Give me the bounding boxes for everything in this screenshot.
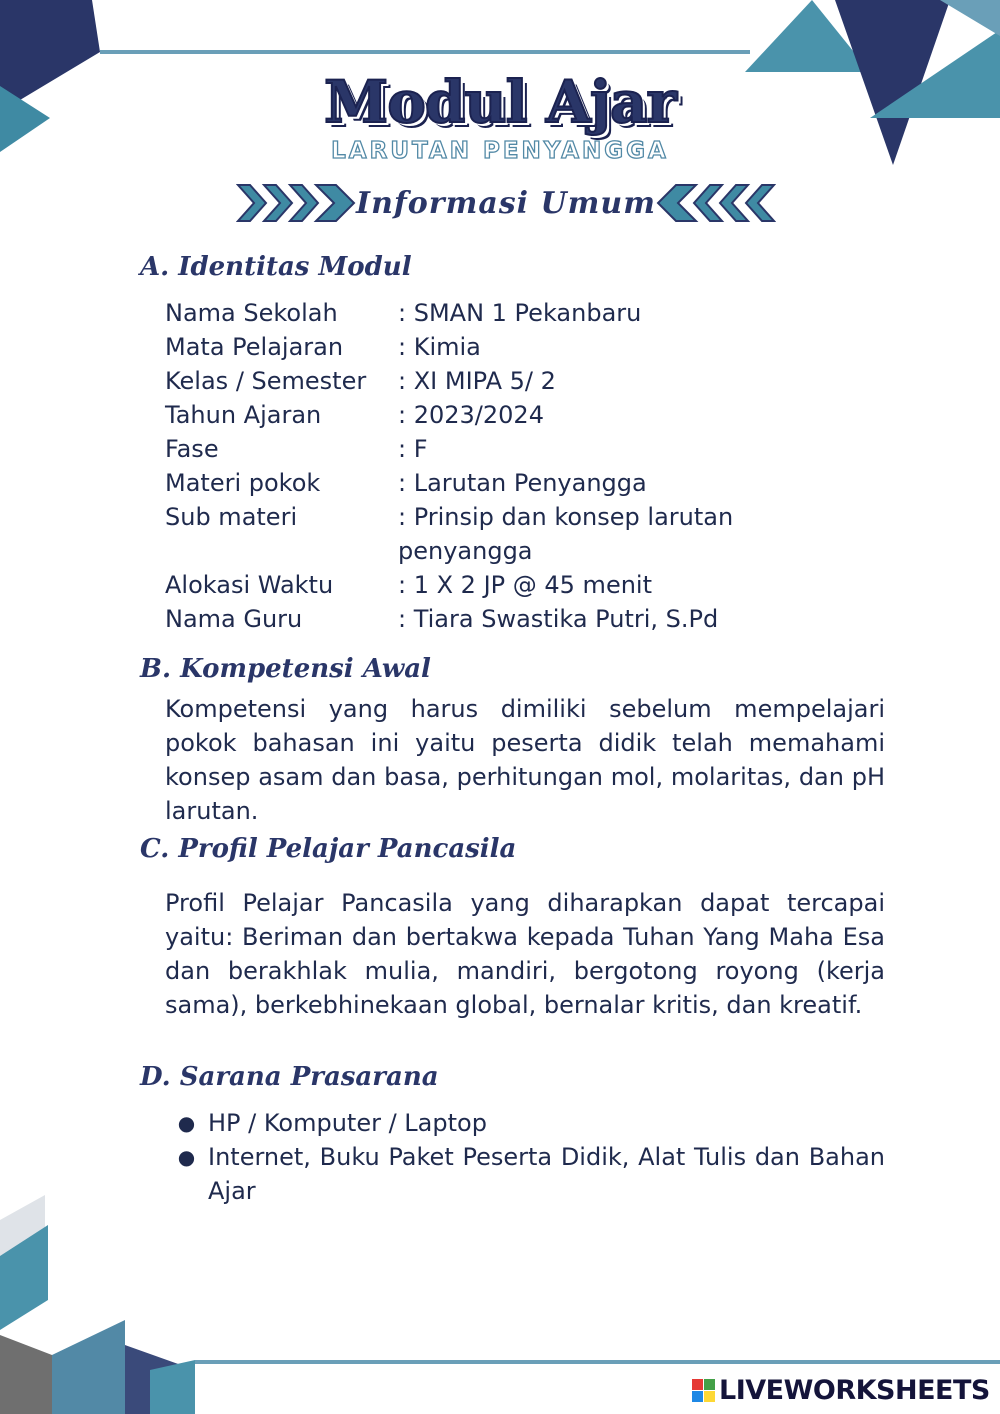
- identity-value: : 1 X 2 JP @ 45 menit: [398, 571, 652, 599]
- liveworksheets-logo-icon: [692, 1379, 715, 1402]
- list-item: [165, 1106, 885, 1140]
- chevrons-left-icon: [656, 181, 776, 225]
- identity-label: Mata Pelajaran: [165, 333, 344, 361]
- section-b-heading: B. Kompetensi Awal: [140, 654, 431, 684]
- identity-row: [165, 602, 865, 636]
- section-c-heading: C. Profil Pelajar Pancasila: [140, 834, 517, 864]
- identity-label: Alokasi Waktu: [165, 571, 334, 599]
- top-divider-line: [100, 50, 750, 54]
- identity-value: : Tiara Swastika Putri, S.Pd: [398, 605, 719, 633]
- facilities-list: [165, 1106, 885, 1208]
- identity-row: [165, 296, 865, 330]
- list-item: [165, 1140, 885, 1208]
- identity-label: Sub materi: [165, 503, 298, 531]
- section-banner-title: Informasi Umum: [356, 185, 656, 221]
- bullet-icon: ●: [177, 1111, 196, 1135]
- identity-row: [165, 466, 865, 500]
- top-right-triangle-light: [940, 0, 1000, 36]
- identity-label: Fase: [165, 435, 219, 463]
- section-b-text: Kompetensi yang harus dimiliki sebelum mempelajari pokok bahasan ini yaitu peserta didik telah memahami konsep asam dan basa, perhitungan mol, molaritas, dan pH larutan.: [165, 695, 885, 825]
- identity-label: Tahun Ajaran: [165, 401, 322, 429]
- identity-label: Nama Sekolah: [165, 299, 338, 327]
- document-subtitle: LARUTAN PENYANGGA: [331, 138, 669, 164]
- identity-value: : Larutan Penyangga: [398, 469, 647, 497]
- info-banner: [236, 180, 776, 226]
- identity-value: : SMAN 1 Pekanbaru: [398, 299, 642, 327]
- identity-row: [165, 330, 865, 364]
- document-title: Modul Ajar: [324, 68, 676, 136]
- section-d-heading: D. Sarana Prasarana: [140, 1062, 439, 1092]
- identity-label: Nama Guru: [165, 605, 303, 633]
- identity-value: : XI MIPA 5/ 2: [398, 367, 556, 395]
- module-identity-table: [165, 296, 865, 636]
- identity-row: [165, 398, 865, 432]
- list-item-text: HP / Komputer / Laptop: [208, 1109, 487, 1137]
- bottom-left-shape-gray: [0, 1335, 52, 1414]
- identity-value: : Prinsip dan konsep larutan penyangga: [398, 503, 734, 565]
- identity-row: [165, 432, 865, 466]
- identity-label: Materi pokok: [165, 469, 321, 497]
- bullet-icon: ●: [177, 1145, 196, 1169]
- list-item-text: Internet, Buku Paket Peserta Didik, Alat Tulis dan Bahan Ajar: [208, 1143, 885, 1205]
- identity-row: [165, 500, 865, 568]
- chevrons-right-icon: [236, 181, 356, 225]
- identity-row: [165, 568, 865, 602]
- identity-value: : F: [398, 435, 428, 463]
- watermark-text: LIVEWORKSHEETS: [719, 1374, 990, 1406]
- identity-value: : Kimia: [398, 333, 481, 361]
- section-a-heading: A. Identitas Modul: [140, 252, 412, 282]
- bottom-left-shape-teal-2: [52, 1320, 125, 1414]
- identity-label: Kelas / Semester: [165, 367, 367, 395]
- identity-row: [165, 364, 865, 398]
- identity-value: : 2023/2024: [398, 401, 544, 429]
- bottom-divider-line: [195, 1360, 1000, 1364]
- section-c-text: Profil Pelajar Pancasila yang diharapkan dapat tercapai yaitu: Beriman dan bertakwa kepada Tuhan Yang Maha Esa dan berakhlak mulia, mandiri, bergotong royong (kerja sama), berkebhinekaan global, bernalar kritis, dan kreatif.: [165, 889, 885, 1019]
- liveworksheets-watermark[interactable]: [692, 1374, 990, 1406]
